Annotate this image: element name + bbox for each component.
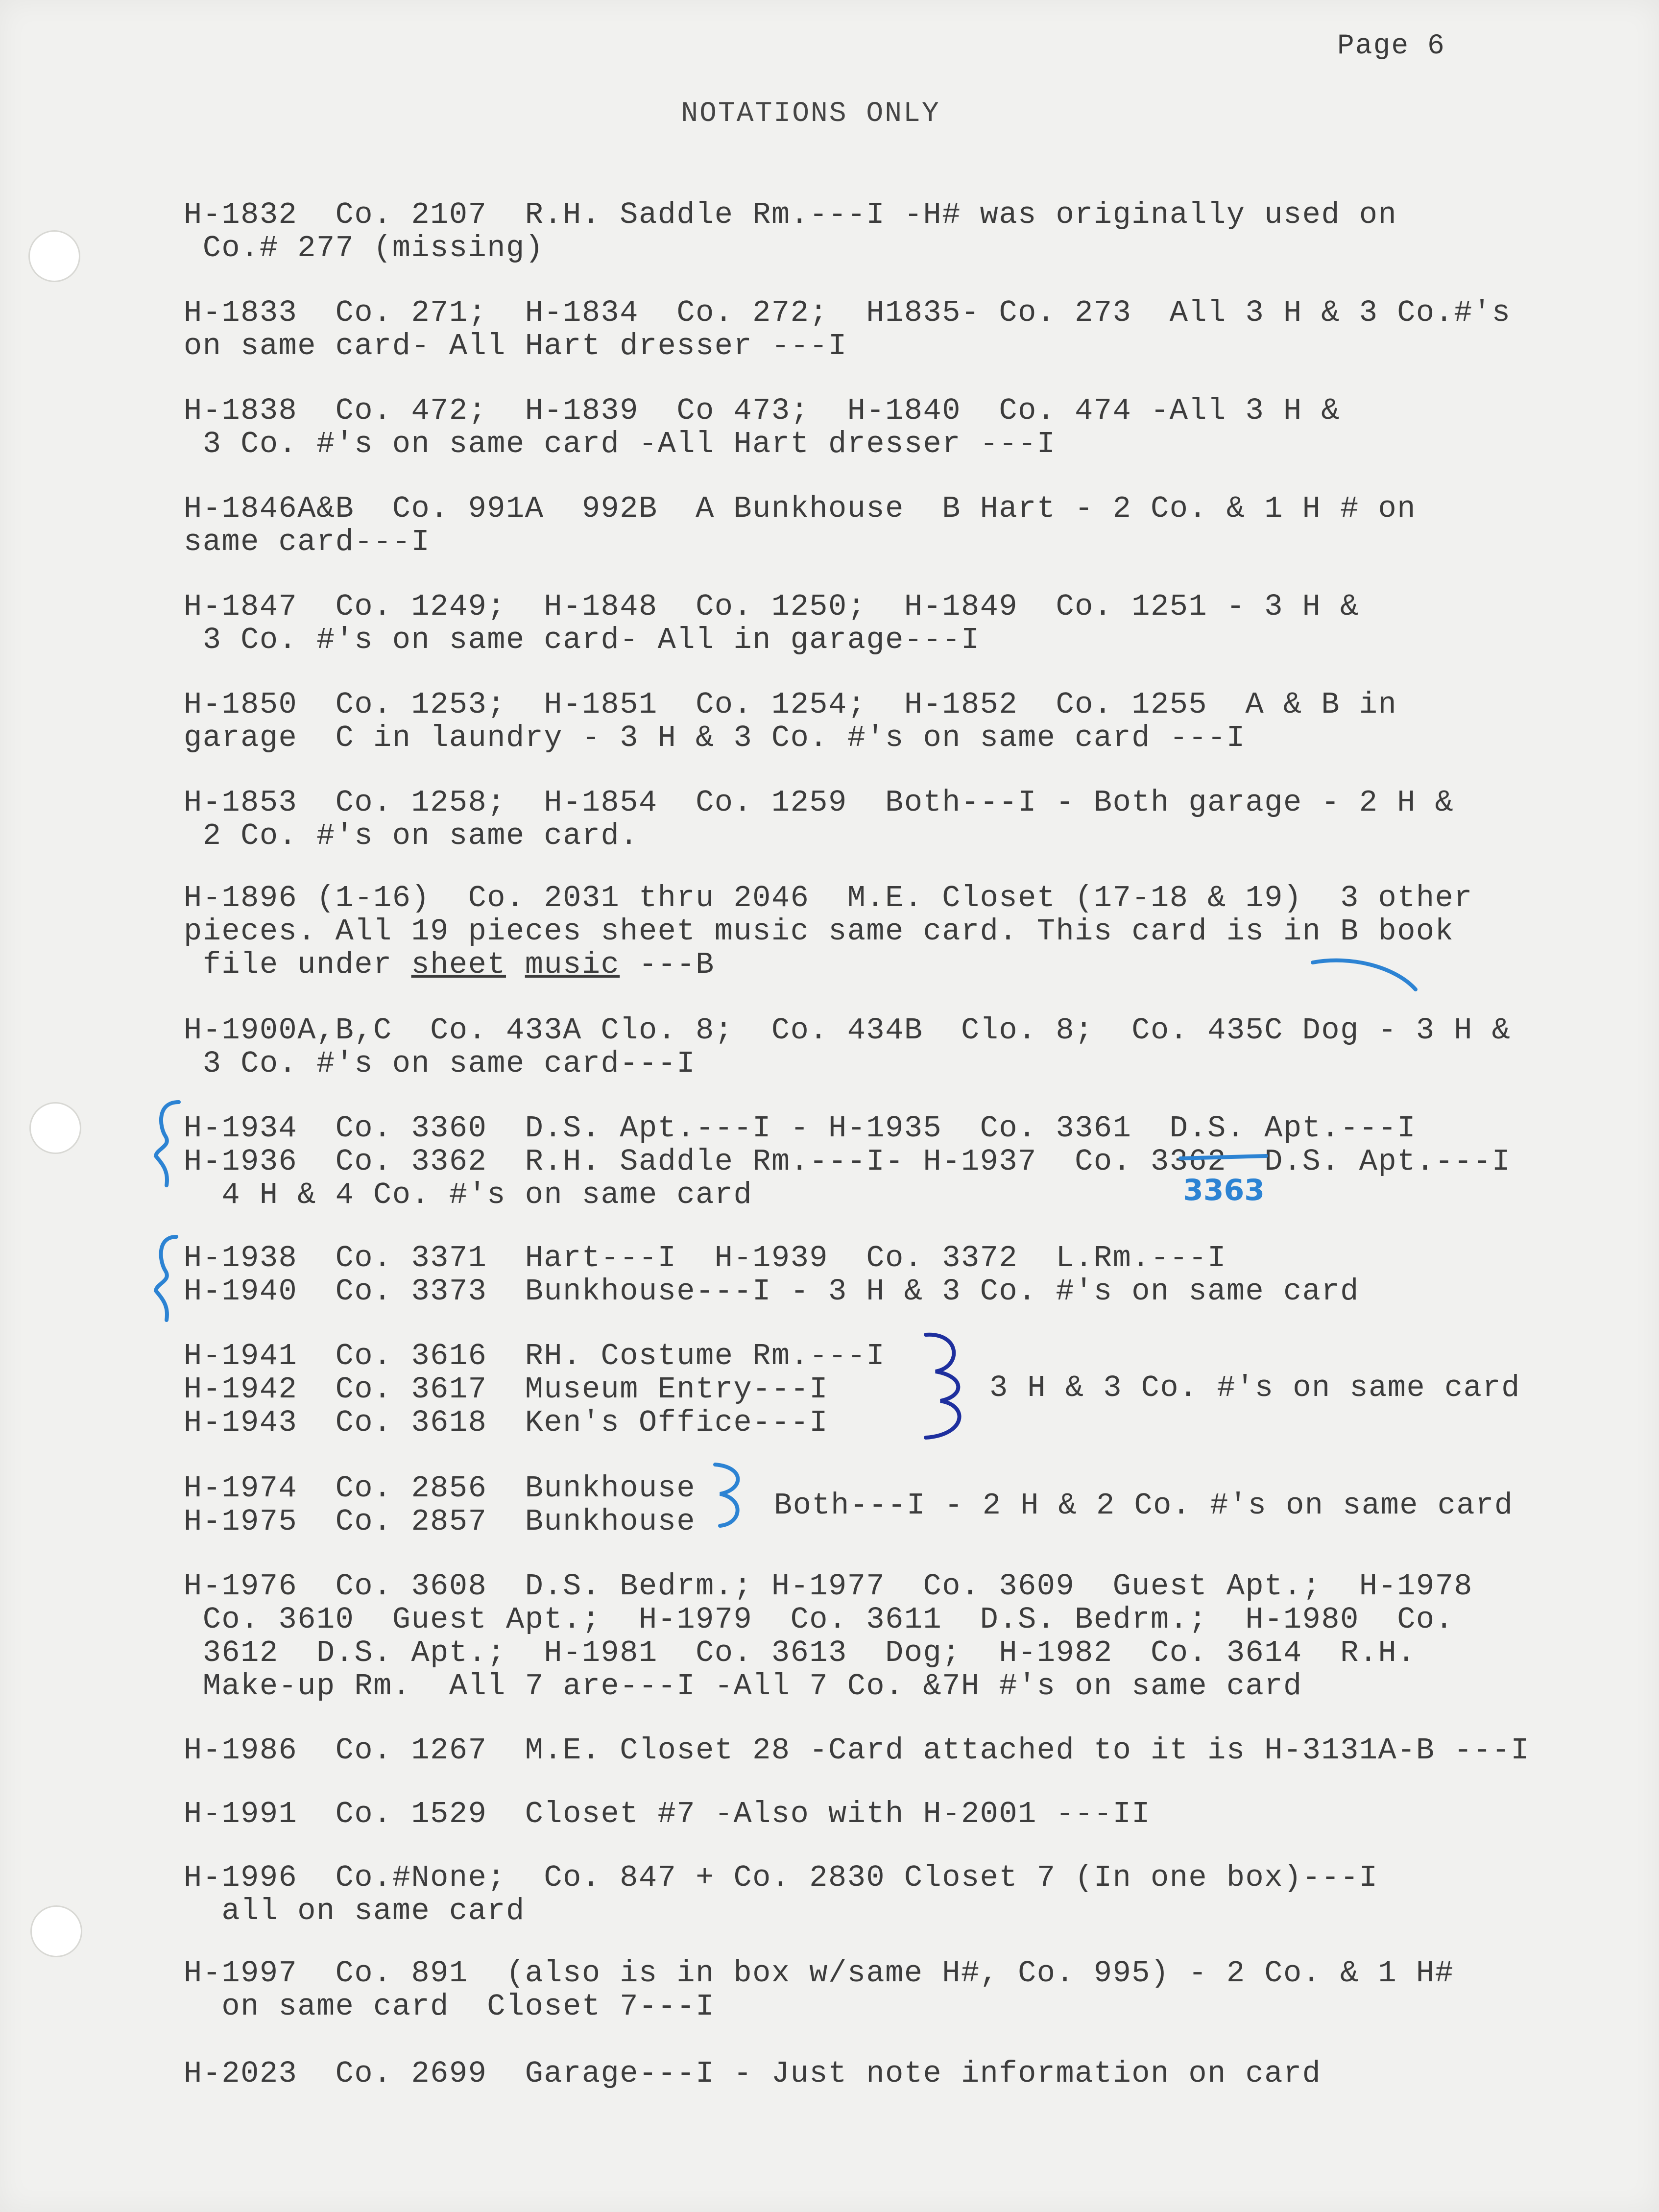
- entry-line: 3612 D.S. Apt.; H-1981 Co. 3613 Dog; H-1982 Co. 3614 R.H.: [184, 1635, 1416, 1670]
- entry-line: 3 Co. #'s on same card -All Hart dresser ---I: [184, 427, 1056, 461]
- entry-line: H-1838 Co. 472; H-1839 Co 473; H-1840 Co. 474 -All 3 H &: [184, 393, 1341, 428]
- page-number: Page 6: [1337, 30, 1445, 62]
- entry-line: Co.# 277 (missing): [184, 231, 544, 265]
- entry-line: Co. 3610 Guest Apt.; H-1979 Co. 3611 D.S. Bedrm.; H-1980 Co.: [184, 1602, 1454, 1637]
- entry-line: H-1940 Co. 3373 Bunkhouse---I - 3 H & 3 Co. #'s on same card: [184, 1274, 1359, 1309]
- entry-line: H-1974 Co. 2856 Bunkhouse: [184, 1471, 696, 1506]
- entry-line: on same card- All Hart dresser ---I: [184, 329, 847, 363]
- page-title: NOTATIONS ONLY: [681, 98, 940, 130]
- entry-line: H-1833 Co. 271; H-1834 Co. 272; H1835- Co. 273 All 3 H & 3 Co.#'s: [184, 295, 1511, 330]
- entry-line: H-1943 Co. 3618 Ken's Office---I: [184, 1405, 829, 1440]
- entry-line: H-1941 Co. 3616 RH. Costume Rm.---I: [184, 1339, 886, 1373]
- entry-line: on same card Closet 7---I: [184, 1989, 715, 2024]
- entry-line: H-1996 Co.#None; Co. 847 + Co. 2830 Closet 7 (In one box)---I: [184, 1860, 1378, 1895]
- entry-line: H-1900A,B,C Co. 433A Clo. 8; Co. 434B Clo. 8; Co. 435C Dog - 3 H &: [184, 1013, 1511, 1048]
- entry-side-note: Both---I - 2 H & 2 Co. #'s on same card: [774, 1488, 1514, 1523]
- entry-line: H-1942 Co. 3617 Museum Entry---I: [184, 1372, 829, 1407]
- entry-line: 3 Co. #'s on same card- All in garage---I: [184, 623, 980, 657]
- entry-line: H-1832 Co. 2107 R.H. Saddle Rm.---I -H# was originally used on: [184, 197, 1397, 232]
- entry-line: H-1853 Co. 1258; H-1854 Co. 1259 Both---I - Both garage - 2 H &: [184, 785, 1454, 820]
- entry-line: H-1896 (1-16) Co. 2031 thru 2046 M.E. Closet (17-18 & 19) 3 other: [184, 881, 1473, 915]
- entry-line: H-1991 Co. 1529 Closet #7 -Also with H-2001 ---II: [184, 1797, 1151, 1831]
- entry-line: H-1975 Co. 2857 Bunkhouse: [184, 1504, 696, 1539]
- entry-line: H-1976 Co. 3608 D.S. Bedrm.; H-1977 Co. 3609 Guest Apt.; H-1978: [184, 1569, 1473, 1604]
- underlined-word: music: [525, 947, 620, 982]
- entry-line: 2 Co. #'s on same card.: [184, 818, 639, 853]
- entry-line: Make-up Rm. All 7 are---I -All 7 Co. &7H #'s on same card: [184, 1669, 1302, 1704]
- entry-line: H-1938 Co. 3371 Hart---I H-1939 Co. 3372 L.Rm.---I: [184, 1241, 1226, 1275]
- entry-line: H-1997 Co. 891 (also is in box w/same H#, Co. 995) - 2 Co. & 1 H#: [184, 1956, 1454, 1991]
- strike-through-mark: [1180, 1156, 1266, 1158]
- entry-line: H-1850 Co. 1253; H-1851 Co. 1254; H-1852 Co. 1255 A & B in: [184, 687, 1397, 722]
- blue-curve-mark: [1313, 961, 1416, 989]
- entry-line: same card---I: [184, 525, 431, 559]
- entry-line: H-1936 Co. 3362 R.H. Saddle Rm.---I- H-1937 Co. 3362 D.S. Apt.---I: [184, 1144, 1511, 1179]
- blue-bracket-mark: [156, 1237, 176, 1320]
- dark-blue-brace-mark: [926, 1335, 960, 1438]
- entry-line: 4 H & 4 Co. #'s on same card: [184, 1178, 753, 1212]
- entry-side-note: 3 H & 3 Co. #'s on same card: [989, 1370, 1520, 1405]
- entry-line: H-1846A&B Co. 991A 992B A Bunkhouse B Hart - 2 Co. & 1 H # on: [184, 491, 1416, 526]
- entry-line: H-1986 Co. 1267 M.E. Closet 28 -Card attached to it is H-3131A-B ---I: [184, 1733, 1530, 1768]
- entry-line: all on same card: [184, 1894, 525, 1928]
- entry-line: H-1847 Co. 1249; H-1848 Co. 1250; H-1849 Co. 1251 - 3 H &: [184, 589, 1359, 624]
- handwritten-correction: 3363: [1183, 1173, 1265, 1207]
- entry-line: garage C in laundry - 3 H & 3 Co. #'s on same card ---I: [184, 721, 1246, 755]
- entry-line: H-2023 Co. 2699 Garage---I - Just note information on card: [184, 2056, 1322, 2091]
- entry-line: 3 Co. #'s on same card---I: [184, 1046, 696, 1081]
- entry-line: file under sheet music ---B: [184, 947, 715, 982]
- entry-line: H-1934 Co. 3360 D.S. Apt.---I - H-1935 Co. 3361 D.S. Apt.---I: [184, 1111, 1416, 1146]
- underlined-word: sheet: [411, 947, 506, 982]
- entry-line: pieces. All 19 pieces sheet music same card. This card is in B book: [184, 914, 1454, 949]
- blue-squiggle-mark: [715, 1465, 738, 1526]
- blue-bracket-mark: [156, 1102, 179, 1185]
